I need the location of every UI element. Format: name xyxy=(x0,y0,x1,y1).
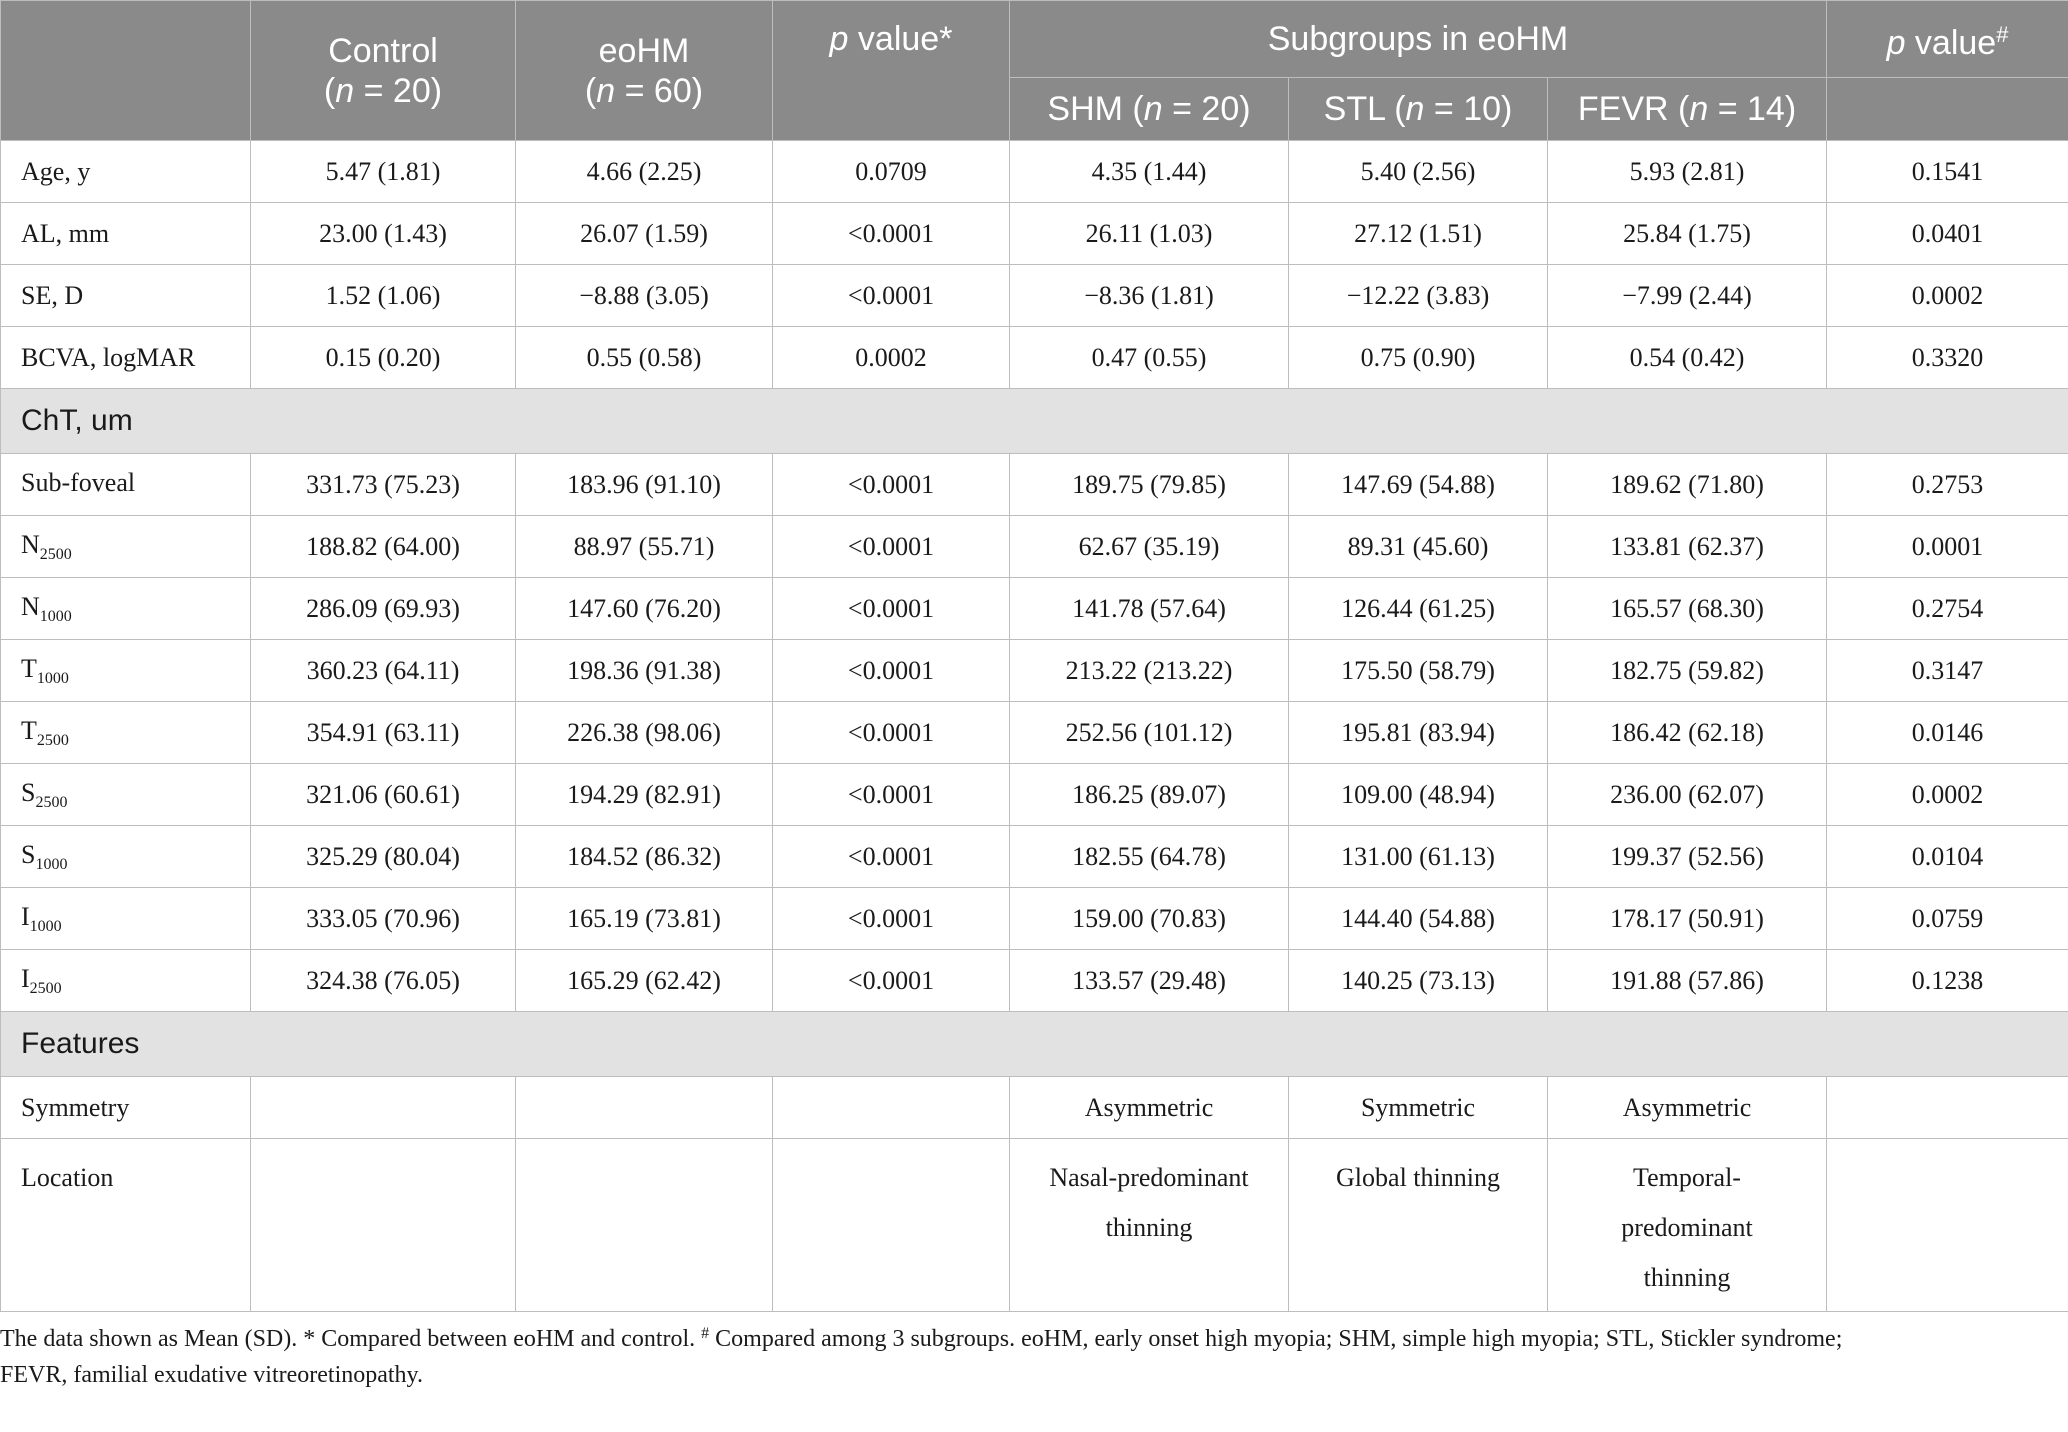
row-label: $S_{1000}$ xyxy=(1,826,251,888)
table-cell: 109.00 (48.94) xyxy=(1289,764,1548,826)
table-cell: 4.35 (1.44) xyxy=(1010,141,1289,203)
row-label: Symmetry xyxy=(1,1077,251,1139)
header-subgroups: Subgroups in eoHM xyxy=(1010,1,1827,78)
section-title-cht: ChT, um xyxy=(1,389,2068,454)
table-cell: 0.0002 xyxy=(1827,764,2068,826)
row-label: $N_{2500}$ xyxy=(1,516,251,578)
table-cell: 88.97 (55.71) xyxy=(516,516,773,578)
table-cell: 333.05 (70.96) xyxy=(251,888,516,950)
table-cell: 89.31 (45.60) xyxy=(1289,516,1548,578)
table-cell: 0.75 (0.90) xyxy=(1289,327,1548,389)
table-cell: 226.38 (98.06) xyxy=(516,702,773,764)
table-cell: Global thinning xyxy=(1289,1139,1548,1312)
header-blank xyxy=(1,1,251,141)
table-cell: 182.55 (64.78) xyxy=(1010,826,1289,888)
table-cell: 26.07 (1.59) xyxy=(516,203,773,265)
table-row xyxy=(1,888,2068,950)
header-stl: STL (n = 10) xyxy=(1289,78,1548,141)
table-cell: 25.84 (1.75) xyxy=(1548,203,1827,265)
table-cell: 286.09 (69.93) xyxy=(251,578,516,640)
header-control: Control (n = 20) xyxy=(251,1,516,141)
table-cell: 0.0104 xyxy=(1827,826,2068,888)
table-cell: 199.37 (52.56) xyxy=(1548,826,1827,888)
table-cell: 186.25 (89.07) xyxy=(1010,764,1289,826)
table-cell: 62.67 (35.19) xyxy=(1010,516,1289,578)
header-p-value-hash: p value# xyxy=(1827,1,2068,78)
table-cell: 0.47 (0.55) xyxy=(1010,327,1289,389)
table-cell: <0.0001 xyxy=(773,764,1010,826)
table-cell xyxy=(516,1077,773,1139)
table-cell: 0.0002 xyxy=(1827,265,2068,327)
table-cell: 0.0002 xyxy=(773,327,1010,389)
table-cell: 0.0709 xyxy=(773,141,1010,203)
table-cell: 188.82 (64.00) xyxy=(251,516,516,578)
table-cell: 0.0146 xyxy=(1827,702,2068,764)
table-row xyxy=(1,141,2068,203)
table-cell: 183.96 (91.10) xyxy=(516,454,773,516)
table-row xyxy=(1,578,2068,640)
table-footnote: The data shown as Mean (SD). * Compared between eoHM and control. # Compared among 3 subgroups. eoHM, early onset high myopia; SHM, simple high myopia; STL, Stickler syndrome; FEVR, familial exudative vitreoretinopathy. xyxy=(0,1325,1843,1388)
table-cell: 0.0759 xyxy=(1827,888,2068,950)
table-cell: <0.0001 xyxy=(773,826,1010,888)
table-cell: 131.00 (61.13) xyxy=(1289,826,1548,888)
table-cell: <0.0001 xyxy=(773,516,1010,578)
table-cell: 252.56 (101.12) xyxy=(1010,702,1289,764)
table-cell: <0.0001 xyxy=(773,888,1010,950)
section-title-features: Features xyxy=(1,1012,2068,1077)
table-cell: 0.2754 xyxy=(1827,578,2068,640)
table-cell: Symmetric xyxy=(1289,1077,1548,1139)
table-cell xyxy=(251,1139,516,1312)
table-cell: 0.55 (0.58) xyxy=(516,327,773,389)
row-label: SE, D xyxy=(1,265,251,327)
table-row xyxy=(1,265,2068,327)
header-row-1 xyxy=(1,1,2068,78)
table-row xyxy=(1,826,2068,888)
row-label: AL, mm xyxy=(1,203,251,265)
table-cell: 147.69 (54.88) xyxy=(1289,454,1548,516)
row-label: $I_{2500}$ xyxy=(1,950,251,1012)
row-label: $I_{1000}$ xyxy=(1,888,251,950)
table-cell: 189.62 (71.80) xyxy=(1548,454,1827,516)
header-shm: SHM (n = 20) xyxy=(1010,78,1289,141)
table-cell: <0.0001 xyxy=(773,640,1010,702)
table-cell xyxy=(516,1139,773,1312)
table-cell: 236.00 (62.07) xyxy=(1548,764,1827,826)
section-row-features xyxy=(1,1012,2068,1077)
table-cell xyxy=(1827,1077,2068,1139)
table-cell: 213.22 (213.22) xyxy=(1010,640,1289,702)
table-cell: 5.47 (1.81) xyxy=(251,141,516,203)
table-row-location xyxy=(1,1139,2068,1312)
table-cell: −8.88 (3.05) xyxy=(516,265,773,327)
table-cell: −12.22 (3.83) xyxy=(1289,265,1548,327)
section-row-cht xyxy=(1,389,2068,454)
table-cell: 23.00 (1.43) xyxy=(251,203,516,265)
table-cell: 182.75 (59.82) xyxy=(1548,640,1827,702)
table-cell: 186.42 (62.18) xyxy=(1548,702,1827,764)
table-cell: 5.40 (2.56) xyxy=(1289,141,1548,203)
table-row xyxy=(1,203,2068,265)
table-cell: 198.36 (91.38) xyxy=(516,640,773,702)
row-label: $N_{1000}$ xyxy=(1,578,251,640)
table-cell: 360.23 (64.11) xyxy=(251,640,516,702)
table-cell: 140.25 (73.13) xyxy=(1289,950,1548,1012)
table-cell: 191.88 (57.86) xyxy=(1548,950,1827,1012)
header-p-value-star: p value* xyxy=(773,1,1010,141)
row-label: Sub-foveal xyxy=(1,454,251,516)
table-cell xyxy=(1827,1139,2068,1312)
header-blank-2 xyxy=(1827,78,2068,141)
table-cell: 184.52 (86.32) xyxy=(516,826,773,888)
header-eohm: eoHM (n = 60) xyxy=(516,1,773,141)
table-cell xyxy=(251,1077,516,1139)
row-label: $T_{1000}$ xyxy=(1,640,251,702)
table-cell: 0.15 (0.20) xyxy=(251,327,516,389)
table-row-symmetry xyxy=(1,1077,2068,1139)
table-cell: 0.1238 xyxy=(1827,950,2068,1012)
table-cell: 126.44 (61.25) xyxy=(1289,578,1548,640)
row-label: Age, y xyxy=(1,141,251,203)
row-label: $S_{2500}$ xyxy=(1,764,251,826)
row-label: $T_{2500}$ xyxy=(1,702,251,764)
table-row xyxy=(1,640,2068,702)
table-cell: 147.60 (76.20) xyxy=(516,578,773,640)
table-cell: 1.52 (1.06) xyxy=(251,265,516,327)
table-cell: 0.54 (0.42) xyxy=(1548,327,1827,389)
table-cell: 0.3147 xyxy=(1827,640,2068,702)
table-cell: 189.75 (79.85) xyxy=(1010,454,1289,516)
table-cell: Nasal-predominant thinning xyxy=(1010,1139,1289,1312)
table-cell: 165.19 (73.81) xyxy=(516,888,773,950)
row-label: Location xyxy=(1,1139,251,1312)
row-label: BCVA, logMAR xyxy=(1,327,251,389)
table-cell: 5.93 (2.81) xyxy=(1548,141,1827,203)
table-cell: 0.2753 xyxy=(1827,454,2068,516)
table-cell: Temporal- predominant thinning xyxy=(1548,1139,1827,1312)
table-cell: <0.0001 xyxy=(773,578,1010,640)
table-row xyxy=(1,516,2068,578)
table-cell: 144.40 (54.88) xyxy=(1289,888,1548,950)
table-cell: 165.57 (68.30) xyxy=(1548,578,1827,640)
table-cell: 0.1541 xyxy=(1827,141,2068,203)
table-cell: <0.0001 xyxy=(773,203,1010,265)
table-row xyxy=(1,327,2068,389)
table-cell: <0.0001 xyxy=(773,454,1010,516)
table-cell: <0.0001 xyxy=(773,950,1010,1012)
table-cell: −7.99 (2.44) xyxy=(1548,265,1827,327)
table-cell: 141.78 (57.64) xyxy=(1010,578,1289,640)
table-cell: 0.0401 xyxy=(1827,203,2068,265)
table-cell: 325.29 (80.04) xyxy=(251,826,516,888)
table-cell: 133.81 (62.37) xyxy=(1548,516,1827,578)
table-cell: 165.29 (62.42) xyxy=(516,950,773,1012)
table-cell: <0.0001 xyxy=(773,702,1010,764)
table-cell: 175.50 (58.79) xyxy=(1289,640,1548,702)
table-cell: 4.66 (2.25) xyxy=(516,141,773,203)
table-cell: 26.11 (1.03) xyxy=(1010,203,1289,265)
table-row xyxy=(1,454,2068,516)
table-cell: Asymmetric xyxy=(1010,1077,1289,1139)
table-row xyxy=(1,702,2068,764)
table-cell xyxy=(773,1077,1010,1139)
table-cell: 194.29 (82.91) xyxy=(516,764,773,826)
table-cell: Asymmetric xyxy=(1548,1077,1827,1139)
table-cell: <0.0001 xyxy=(773,265,1010,327)
table-cell: 178.17 (50.91) xyxy=(1548,888,1827,950)
table-cell: 27.12 (1.51) xyxy=(1289,203,1548,265)
table-row xyxy=(1,764,2068,826)
table-cell: 159.00 (70.83) xyxy=(1010,888,1289,950)
table-cell: 195.81 (83.94) xyxy=(1289,702,1548,764)
table-cell: 354.91 (63.11) xyxy=(251,702,516,764)
table-cell: 133.57 (29.48) xyxy=(1010,950,1289,1012)
table-cell: 331.73 (75.23) xyxy=(251,454,516,516)
table-cell: 0.3320 xyxy=(1827,327,2068,389)
table-cell xyxy=(773,1139,1010,1312)
header-fevr: FEVR (n = 14) xyxy=(1548,78,1827,141)
table-cell: 324.38 (76.05) xyxy=(251,950,516,1012)
table-cell: 321.06 (60.61) xyxy=(251,764,516,826)
table-row xyxy=(1,950,2068,1012)
table-cell: −8.36 (1.81) xyxy=(1010,265,1289,327)
table-cell: 0.0001 xyxy=(1827,516,2068,578)
